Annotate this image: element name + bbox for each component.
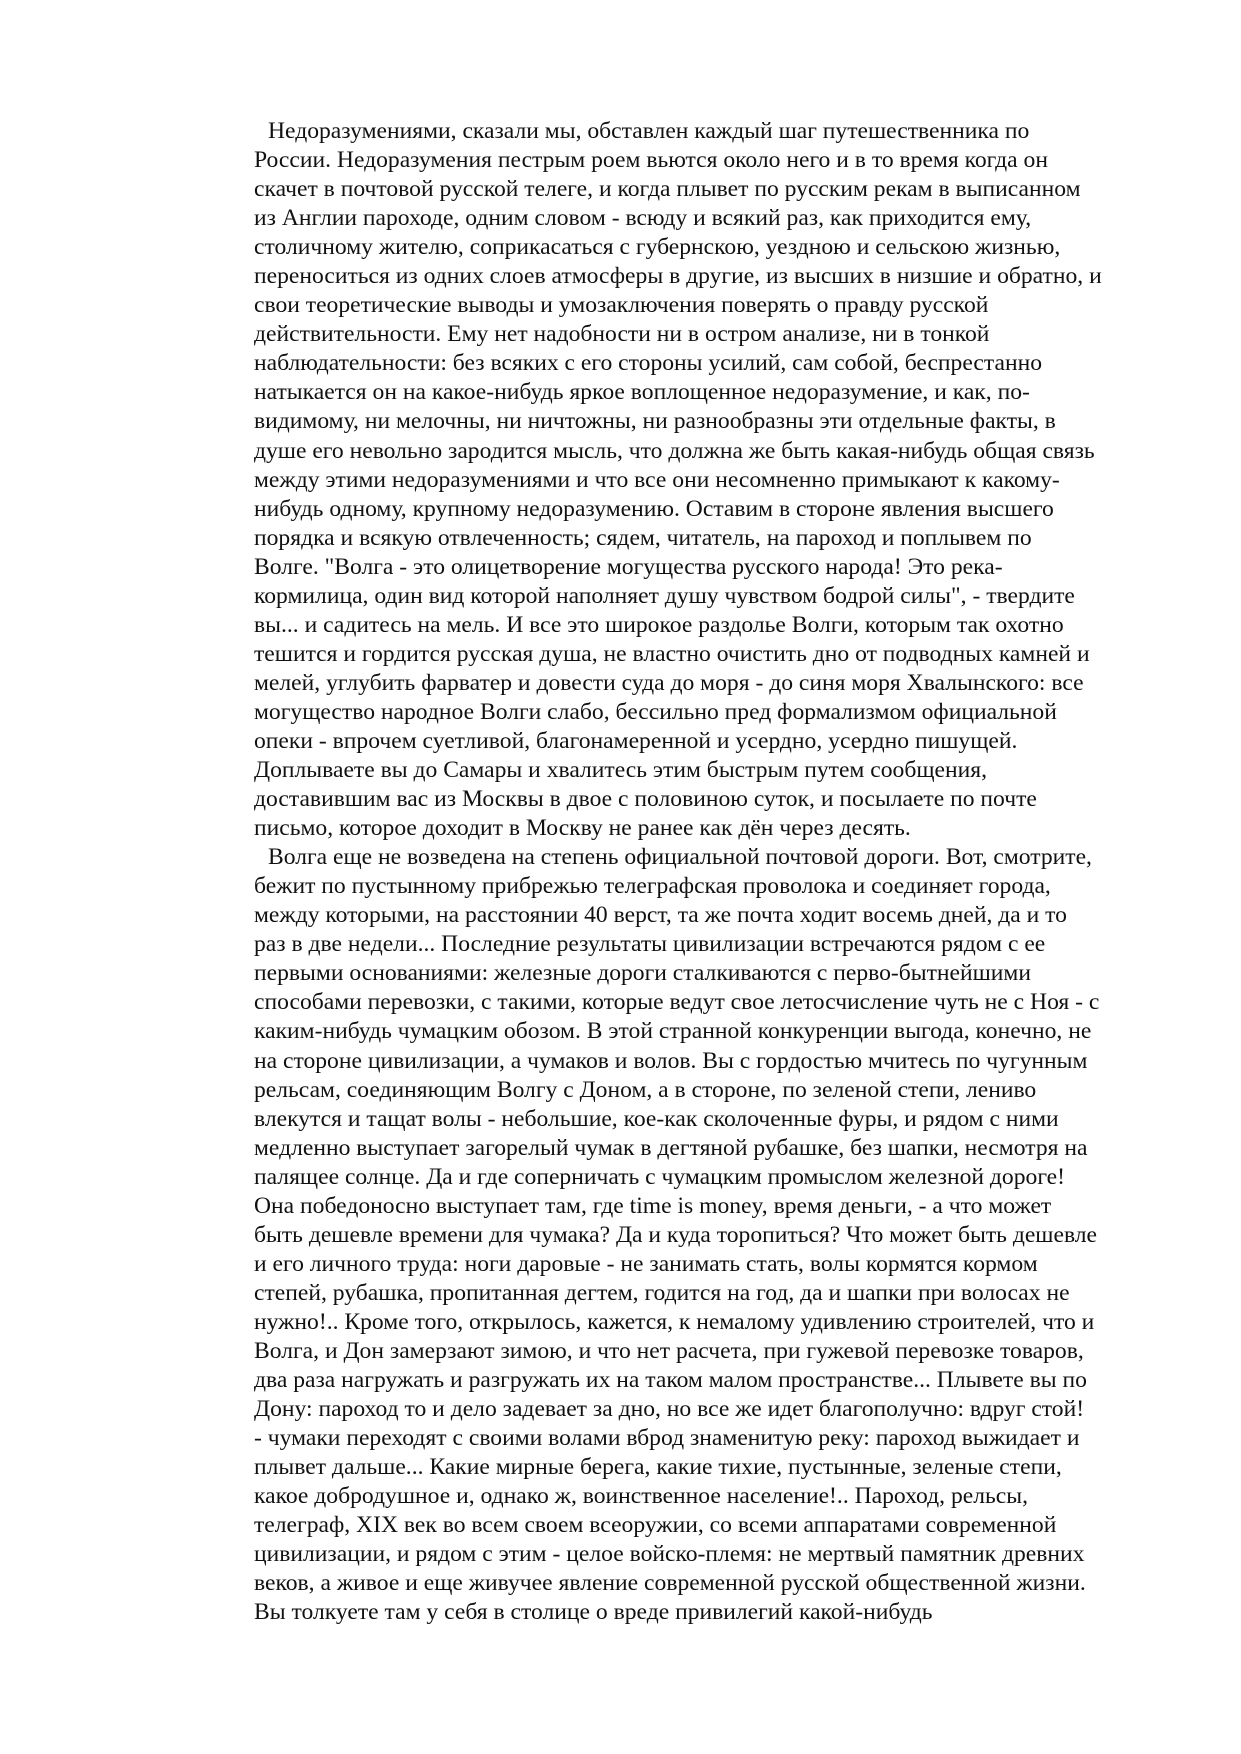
text-line: и его личного труда: ноги даровые - не занимать стать, волы кормятся кормом <box>254 1250 1038 1277</box>
text-line: свои теоретические выводы и умозаключения поверять о правду русской <box>254 292 989 319</box>
text-line: доставившим вас из Москвы в двое с половиною суток, и посылаете по почте <box>254 786 1037 813</box>
text-line: опеки - впрочем суетливой, благонамеренной и усердно, усердно пишущей. <box>254 727 1018 754</box>
text-line: скачет в почтовой русской телеге, и когда плывет по русским рекам в выписанном <box>254 176 1081 203</box>
text-line: Волга еще не возведена на степень официальной почтовой дороги. Вот, смотрите, <box>268 844 1092 871</box>
text-line: какое добродушное и, однако ж, воинственное население!.. Пароход, рельсы, <box>254 1483 1028 1510</box>
text-line: влекутся и тащат волы - небольшие, кое-как сколоченные фуры, и рядом с ними <box>254 1105 1059 1132</box>
text-line: палящее солнце. Да и где соперничать с чумацким промыслом железной дороге! <box>254 1163 1066 1190</box>
text-line: Недоразумениями, сказали мы, обставлен каждый шаг путешественника по <box>268 118 1030 144</box>
text-line: могущество народное Волги слабо, бессильно пред формализмом официальной <box>254 698 1057 725</box>
text-line: нужно!.. Кроме того, открылось, кажется, к немалому удивлению строителей, что и <box>254 1308 1095 1335</box>
text-line: тешится и гордится русская душа, не властно очистить дно от подводных камней и <box>254 640 1090 667</box>
text-line: видимому, ни мелочны, ни ничтожны, ни разнообразны эти отдельные факты, в <box>254 408 1056 435</box>
text-line: степей, рубашка, пропитанная дегтем, годится на год, да и шапки при волосах не <box>254 1279 1070 1306</box>
text-line: из Англии пароходе, одним словом - всюду и всякий раз, как приходится ему, <box>254 205 1032 232</box>
text-line: на стороне цивилизации, а чумаков и волов. Вы с гордостью мчитесь по чугунным <box>254 1047 1088 1074</box>
text-line: столичному жителю, соприкасаться с губернскою, уездною и сельскою жизнью, <box>254 234 1061 261</box>
text-line: между которыми, на расстоянии 40 верст, та же почта ходит восемь дней, да и то <box>254 902 1067 929</box>
text-line: порядка и всякую отвлеченность; сядем, читатель, на пароход и поплывем по <box>254 524 1032 551</box>
text-line: нибудь одному, крупному недоразумению. Оставим в стороне явления высшего <box>254 495 1054 522</box>
document-text <box>254 117 1154 1627</box>
text-line: первыми основаниями: железные дороги сталкиваются с перво-бытнейшими <box>254 960 1031 987</box>
text-line: раз в две недели... Последние результаты цивилизации встречаются рядом с ее <box>254 931 1046 958</box>
text-line: - чумаки переходят с своими волами вброд знаменитую реку: пароход выжидает и <box>254 1425 1080 1452</box>
text-line: наблюдательности: без всяких с его стороны усилий, сам собой, беспрестанно <box>254 350 1042 377</box>
text-line: письмо, которое доходит в Москву не ранее как дён через десять. <box>254 815 911 842</box>
text-line: веков, а живое и еще живучее явление современной русской общественной жизни. <box>254 1570 1086 1597</box>
text-line: телеграф, XIX век во всем своем всеоружии, со всеми аппаратами современной <box>254 1512 1057 1539</box>
text-line: быть дешевле времени для чумака? Да и куда торопиться? Что может быть дешевле <box>254 1221 1098 1248</box>
text-line: бежит по пустынному прибрежью телеграфская проволока и соединяет города, <box>254 873 1051 900</box>
text-line: два раза нагружать и разгружать их на таком малом пространстве... Плывете вы по <box>254 1367 1087 1394</box>
text-line: Она победоносно выступает там, где time is money, время деньги, - а что может <box>254 1192 1052 1219</box>
text-line: плывет дальше... Какие мирные берега, какие тихие, пустынные, зеленые степи, <box>254 1454 1062 1481</box>
text-line: действительности. Ему нет надобности ни в остром анализе, ни в тонкой <box>254 321 990 348</box>
text-line: мелей, углубить фарватер и довести суда до моря - до синя моря Хвалынского: все <box>254 669 1084 696</box>
text-line: Вы толкуете там у себя в столице о вреде привилегий какой-нибудь <box>254 1599 933 1626</box>
text-line: медленно выступает загорелый чумак в дегтяной рубашке, без шапки, несмотря на <box>254 1134 1088 1161</box>
text-line: переноситься из одних слоев атмосферы в другие, из высших в низшие и обратно, и <box>254 263 1102 290</box>
text-line: России. Недоразумения пестрым роем вьются около него и в то время когда он <box>254 147 1048 174</box>
text-line: Дону: пароход то и дело задевает за дно, но все же идет благополучно: вдруг стой! <box>254 1396 1085 1423</box>
text-line: Доплываете вы до Самары и хвалитесь этим быстрым путем сообщения, <box>254 757 987 784</box>
text-line: рельсам, соединяющим Волгу с Доном, а в стороне, по зеленой степи, лениво <box>254 1076 1037 1103</box>
text-line: способами перевозки, с такими, которые ведут свое летосчисление чуть не с Ноя - с <box>254 989 1100 1016</box>
text-line: душе его невольно зародится мысль, что должна же быть какая-нибудь общая связь <box>254 437 1095 464</box>
text-line: Волге. "Волга - это олицетворение могущества русского народа! Это река- <box>254 553 1003 580</box>
text-line: кормилица, один вид которой наполняет душу чувством бодрой силы", - твердите <box>254 582 1075 609</box>
text-line: каким-нибудь чумацким обозом. В этой странной конкуренции выгода, конечно, не <box>254 1018 1092 1045</box>
text-line: вы... и садитесь на мель. И все это широкое раздолье Волги, которым так охотно <box>254 611 1064 638</box>
text-line: Волга, и Дон замерзают зимою, и что нет расчета, при гужевой перевозке товаров, <box>254 1337 1084 1364</box>
text-line: натыкается он на какое-нибудь яркое воплощенное недоразумение, и как, по- <box>254 379 1030 406</box>
text-line: цивилизации, и рядом с этим - целое войско-племя: не мертвый памятник древних <box>254 1541 1085 1568</box>
text-line: между этими недоразумениями и что все они несомненно примыкают к какому- <box>254 466 1060 493</box>
